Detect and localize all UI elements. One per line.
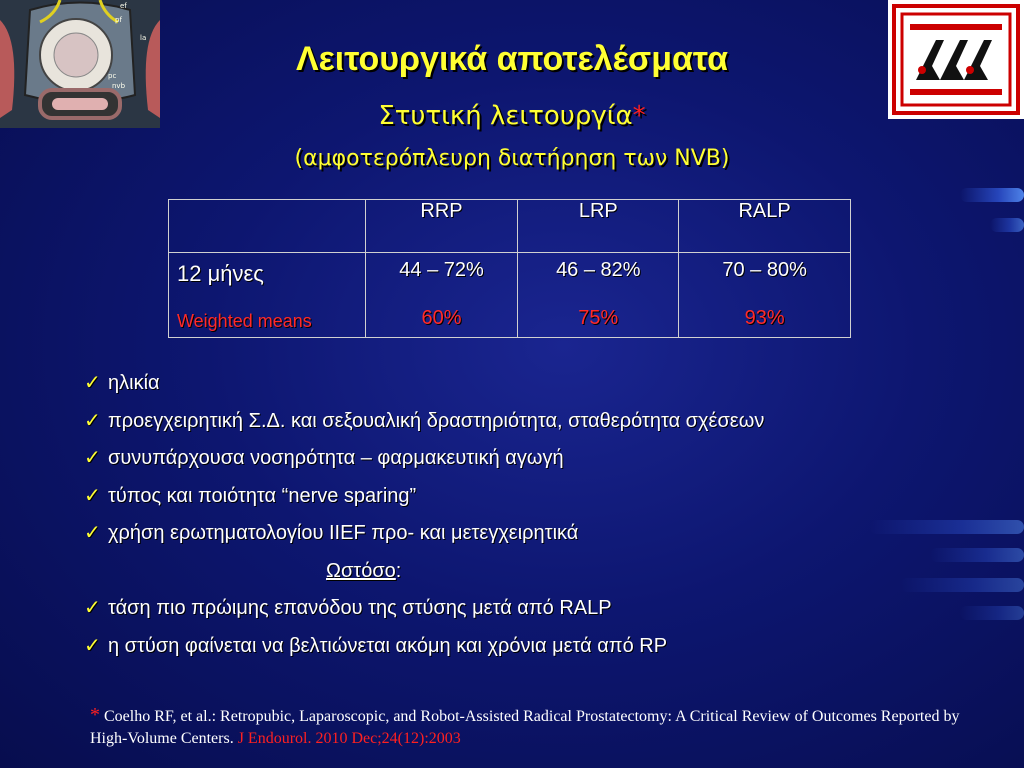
table-cell-ralp	[679, 253, 851, 338]
list-item	[84, 595, 764, 633]
list-item	[84, 520, 764, 558]
check-icon: ✓	[84, 484, 101, 507]
anatomy-label-nvb: nvb	[112, 82, 126, 90]
anatomy-label-la: la	[140, 34, 147, 42]
table-row	[169, 253, 851, 338]
however-text: Ωστόσο	[326, 559, 396, 582]
range-lrp: 46 – 82%	[556, 259, 641, 281]
anatomy-label-pf: pf	[115, 16, 122, 24]
anatomy-label-pc: pc	[108, 72, 117, 80]
row-sublabel: Weighted means	[177, 311, 312, 331]
bullet-text: ηλικία	[108, 372, 160, 394]
table-cell-rrp	[365, 253, 518, 338]
however-colon: :	[395, 559, 402, 582]
row-label: 12 μήνες	[177, 261, 264, 286]
bullet-text: τάση πιο πρώιμης επανόδου της στύσης μετά από RALP	[108, 597, 612, 619]
reference-journal: J Endourol. 2010 Dec;24(12):2003	[237, 730, 461, 747]
slide-title: Λειτουργικά αποτελέσματα	[295, 40, 729, 78]
bullet-text: συνυπάρχουσα νοσηρότητα – φαρμακευτική αγωγή	[108, 447, 564, 469]
list-item	[84, 408, 764, 446]
table-row-label-cell	[169, 253, 366, 338]
table-header-lrp: LRP	[518, 200, 679, 253]
check-icon: ✓	[84, 409, 101, 432]
list-item	[84, 483, 764, 521]
check-icon: ✓	[84, 634, 101, 657]
list-item	[84, 370, 764, 408]
footnote-marker: *	[90, 704, 100, 726]
reference-footnote	[90, 704, 990, 750]
decor-streak	[990, 218, 1024, 232]
decor-streak	[960, 606, 1024, 620]
table-header-cell	[169, 200, 366, 253]
bullet-text: η στύση φαίνεται να βελτιώνεται ακόμη και χρόνια μετά από RP	[108, 634, 668, 657]
decor-streak	[930, 548, 1024, 562]
bullet-list	[84, 370, 764, 670]
check-icon: ✓	[84, 597, 101, 619]
mean-rrp: 60%	[421, 307, 462, 329]
check-icon: ✓	[84, 522, 101, 544]
range-ralp: 70 – 80%	[722, 259, 807, 281]
table-header-row	[169, 200, 851, 253]
subtitle-text: Στυτική λειτουργία	[378, 101, 633, 131]
slide-subtitle	[0, 101, 1024, 131]
check-icon: ✓	[84, 447, 101, 469]
mean-ralp: 93%	[744, 307, 785, 329]
bullet-text: προεγχειρητική Σ.Δ. και σεξουαλική δραστηριότητα, σταθερότητα σχέσεων	[108, 409, 765, 432]
reference-text: Coelho RF, et al.: Retropubic, Laparoscopic, and Robot-Assisted Radical Prostatectomy: A Critical Review of Outcomes Reported by High-Volume Centers.	[90, 708, 960, 747]
table-header-rrp: RRP	[365, 200, 518, 253]
check-icon: ✓	[84, 372, 101, 394]
list-item	[84, 445, 764, 483]
anatomy-label-ef: ef	[120, 2, 127, 10]
range-rrp: 44 – 72%	[399, 259, 484, 281]
mean-lrp: 75%	[578, 307, 619, 329]
however-heading	[84, 558, 764, 596]
decor-streak	[870, 520, 1024, 534]
slide-subtitle-note: (αμφοτερόπλευρη διατήρηση των NVB)	[294, 146, 730, 171]
list-item	[84, 633, 764, 671]
bullet-text: τύπος και ποιότητα “nerve sparing”	[108, 484, 417, 507]
results-table	[168, 199, 851, 338]
table-header-ralp: RALP	[679, 200, 851, 253]
bullet-text: χρήση ερωτηματολογίου IIEF προ- και μετεγχειρητικά	[108, 522, 579, 544]
table-cell-lrp	[518, 253, 679, 338]
decor-streak	[900, 578, 1024, 592]
decor-streak	[960, 188, 1024, 202]
subtitle-footnote-marker: *	[632, 101, 646, 131]
